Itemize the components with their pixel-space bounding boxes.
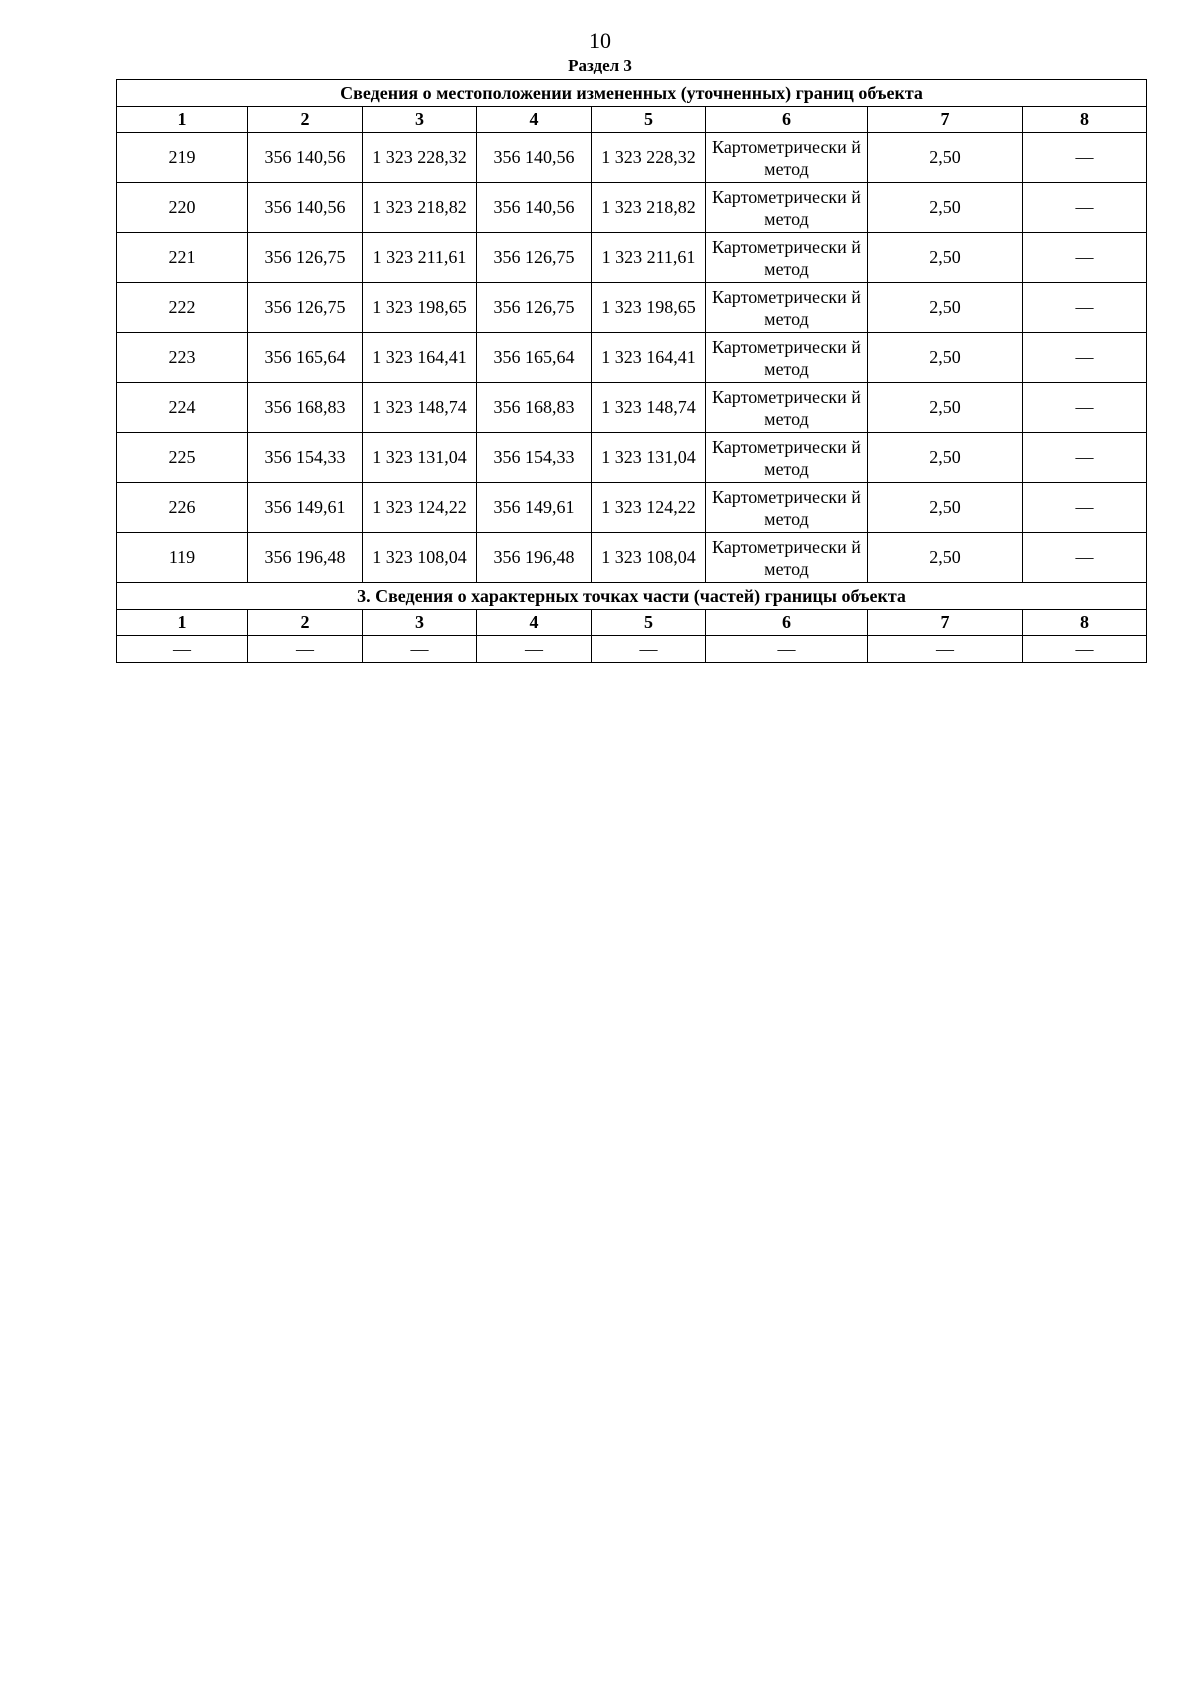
table-cell: 2,50 (868, 483, 1023, 533)
table-cell: — (592, 636, 706, 663)
column-header: 7 (868, 610, 1023, 636)
table-cell: 356 126,75 (477, 233, 592, 283)
table-title: Сведения о местоположении измененных (уточненных) границ объекта (117, 80, 1147, 107)
table-row (117, 483, 1147, 533)
table-cell: 356 196,48 (248, 533, 363, 583)
table-cell: 220 (117, 183, 248, 233)
table-cell: 356 149,61 (248, 483, 363, 533)
table-cell: 356 165,64 (477, 333, 592, 383)
table-cell: Картометрически й метод (706, 183, 868, 233)
column-header: 3 (363, 107, 477, 133)
table-cell: Картометрически й метод (706, 533, 868, 583)
table-cell: 225 (117, 433, 248, 483)
table-cell: — (1023, 183, 1147, 233)
column-header: 2 (248, 107, 363, 133)
column-header: 8 (1023, 107, 1147, 133)
table-cell: 1 323 228,32 (592, 133, 706, 183)
column-header: 3 (363, 610, 477, 636)
table-cell: 356 126,75 (248, 283, 363, 333)
table-cell: Картометрически й метод (706, 333, 868, 383)
table-cell: 356 168,83 (248, 383, 363, 433)
table-row (117, 183, 1147, 233)
table-cell: 221 (117, 233, 248, 283)
table-cell: — (1023, 483, 1147, 533)
column-header-row (117, 107, 1147, 133)
table-cell: 356 126,75 (248, 233, 363, 283)
table-cell: 1 323 108,04 (363, 533, 477, 583)
part-column-header-row (117, 610, 1147, 636)
table-cell: 2,50 (868, 183, 1023, 233)
table-cell: 356 140,56 (477, 133, 592, 183)
table-cell: 1 323 198,65 (363, 283, 477, 333)
table-cell: 356 154,33 (477, 433, 592, 483)
table-cell: Картометрически й метод (706, 433, 868, 483)
table-row (117, 283, 1147, 333)
table-cell: Картометрически й метод (706, 383, 868, 433)
table-cell: Картометрически й метод (706, 283, 868, 333)
column-header: 1 (117, 610, 248, 636)
table-cell: — (1023, 433, 1147, 483)
table-cell: 1 323 164,41 (363, 333, 477, 383)
column-header: 7 (868, 107, 1023, 133)
table-cell: — (1023, 133, 1147, 183)
table-cell: 356 154,33 (248, 433, 363, 483)
table-cell: 1 323 124,22 (363, 483, 477, 533)
table-cell: — (117, 636, 248, 663)
table-cell: 2,50 (868, 233, 1023, 283)
table-cell: 1 323 148,74 (592, 383, 706, 433)
part-title: 3. Сведения о характерных точках части (частей) границы объекта (117, 583, 1147, 610)
table-row (117, 333, 1147, 383)
table-cell: 1 323 228,32 (363, 133, 477, 183)
table-cell: 226 (117, 483, 248, 533)
table-cell: 356 140,56 (248, 133, 363, 183)
page-number: 10 (589, 28, 611, 53)
table-cell: 2,50 (868, 333, 1023, 383)
column-header: 5 (592, 610, 706, 636)
table-cell: 1 323 198,65 (592, 283, 706, 333)
table-cell: 356 140,56 (248, 183, 363, 233)
column-header: 1 (117, 107, 248, 133)
part-table-row (117, 636, 1147, 663)
table-cell: 1 323 211,61 (363, 233, 477, 283)
table-cell: — (248, 636, 363, 663)
table-cell: 1 323 148,74 (363, 383, 477, 433)
table-cell: — (868, 636, 1023, 663)
table-cell: — (1023, 283, 1147, 333)
table-cell: — (363, 636, 477, 663)
table-cell: — (1023, 233, 1147, 283)
section-title: Раздел 3 (568, 56, 632, 75)
table-cell: 119 (117, 533, 248, 583)
table-cell: Картометрически й метод (706, 133, 868, 183)
table-row (117, 433, 1147, 483)
table-cell: 2,50 (868, 383, 1023, 433)
table-cell: — (706, 636, 868, 663)
table-cell: 1 323 124,22 (592, 483, 706, 533)
boundary-table (116, 79, 1147, 663)
table-row (117, 133, 1147, 183)
table-cell: 2,50 (868, 283, 1023, 333)
table-cell: 2,50 (868, 133, 1023, 183)
table-cell: 356 149,61 (477, 483, 592, 533)
column-header: 2 (248, 610, 363, 636)
column-header: 8 (1023, 610, 1147, 636)
table-cell: 356 126,75 (477, 283, 592, 333)
table-cell: 356 165,64 (248, 333, 363, 383)
table-cell: — (1023, 383, 1147, 433)
table-cell: 219 (117, 133, 248, 183)
table-cell: — (1023, 636, 1147, 663)
table-cell: 223 (117, 333, 248, 383)
table-cell: — (477, 636, 592, 663)
table-cell: 356 140,56 (477, 183, 592, 233)
table-cell: 1 323 131,04 (592, 433, 706, 483)
table-cell: Картометрически й метод (706, 233, 868, 283)
column-header: 6 (706, 107, 868, 133)
table-cell: 1 323 131,04 (363, 433, 477, 483)
part-title-row (117, 583, 1147, 610)
table-cell: — (1023, 333, 1147, 383)
table-cell: 1 323 108,04 (592, 533, 706, 583)
table-cell: 1 323 164,41 (592, 333, 706, 383)
table-cell: 1 323 218,82 (363, 183, 477, 233)
table-row (117, 233, 1147, 283)
table-cell: 1 323 211,61 (592, 233, 706, 283)
table-cell: 224 (117, 383, 248, 433)
table-cell: 2,50 (868, 533, 1023, 583)
column-header: 4 (477, 107, 592, 133)
table-cell: 356 196,48 (477, 533, 592, 583)
table-cell: 222 (117, 283, 248, 333)
column-header: 6 (706, 610, 868, 636)
table-row (117, 533, 1147, 583)
table-cell: — (1023, 533, 1147, 583)
table-cell: 356 168,83 (477, 383, 592, 433)
column-header: 5 (592, 107, 706, 133)
column-header: 4 (477, 610, 592, 636)
table-row (117, 383, 1147, 433)
table-title-row (117, 80, 1147, 107)
table-cell: 2,50 (868, 433, 1023, 483)
table-cell: Картометрически й метод (706, 483, 868, 533)
table-cell: 1 323 218,82 (592, 183, 706, 233)
